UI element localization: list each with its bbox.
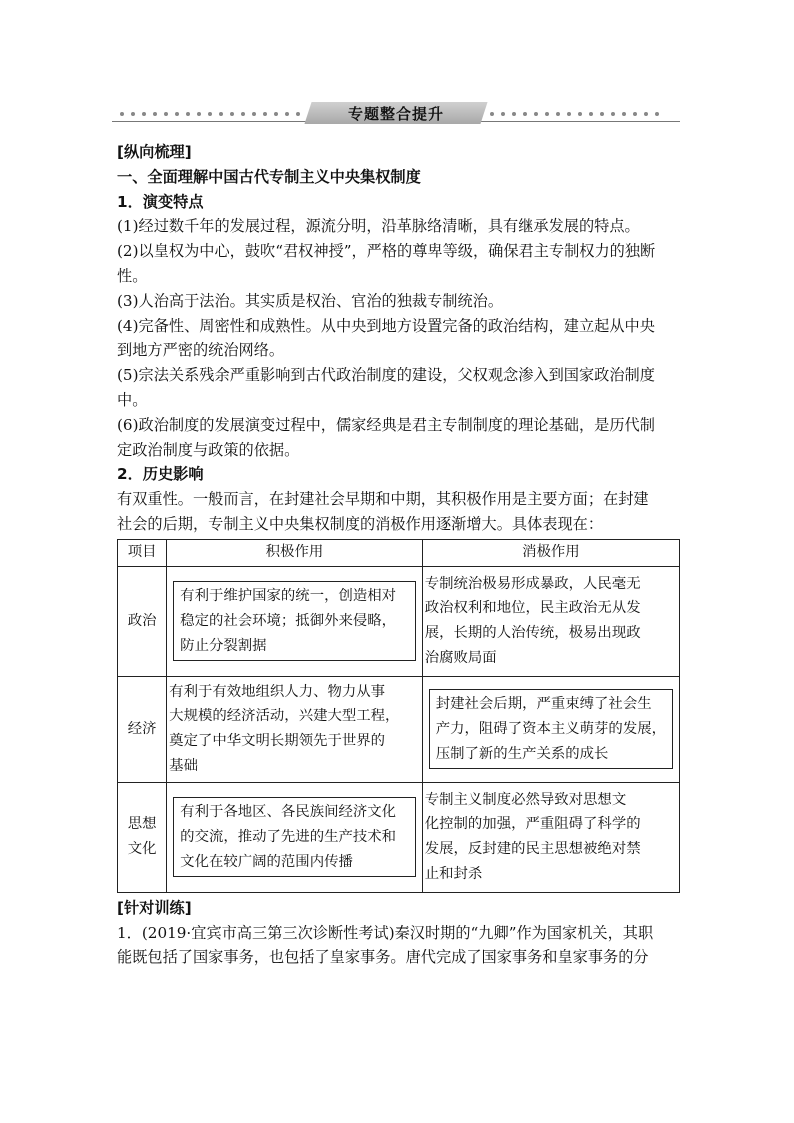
paragraph-5a: (5)宗法关系残余严重影响到古代政治制度的建设，父权观念渗入到国家政治制度 <box>117 366 655 385</box>
negative-cell <box>422 566 679 676</box>
row-label <box>118 782 167 892</box>
header-dots-left <box>120 112 310 116</box>
row-label-text: 经济 <box>127 720 157 737</box>
paragraph-6b: 定政治制度与政策的依据。 <box>117 440 300 459</box>
header-dots-right <box>490 112 670 116</box>
cell-line: 专制主义制度必然导致对思想文 <box>424 791 627 808</box>
paragraph-5b: 中。 <box>117 390 148 409</box>
cell-line: 展，长期的人治传统，极易出现政 <box>424 625 641 642</box>
impact-table <box>117 539 680 893</box>
table-header-positive: 积极作用 <box>167 539 423 566</box>
negative-cell <box>422 676 679 782</box>
cell-line: 治腐败局面 <box>424 650 497 667</box>
negative-cell <box>422 782 679 892</box>
question-1a: 1．(2019·宜宾市高三第三次诊断性考试)秦汉时期的“九卿”作为国家机关，其职 <box>117 923 654 942</box>
cell-line: 有利于有效地组织人力、物力从事 <box>169 683 386 700</box>
cell-line: 政治权利和地位，民主政治无从发 <box>424 600 641 617</box>
table-row-economy <box>118 676 680 782</box>
row-label-text: 思想 <box>127 816 157 833</box>
header-title: 专题整合提升 <box>347 105 444 123</box>
cell-line: 稳定的社会环境；抵御外来侵略， <box>180 612 397 629</box>
cell-line: 大规模的经济活动，兴建大型工程， <box>169 708 400 725</box>
positive-cell <box>167 676 423 782</box>
question-1b: 能既包括了国家事务，也包括了皇家事务。唐代完成了国家事务和皇家事务的分 <box>117 948 649 967</box>
positive-box <box>173 581 416 661</box>
paragraph-7b: 社会的后期，专制主义中央集权制度的消极作用逐渐增大。具体表现在： <box>117 514 603 533</box>
paragraph-2b: 性。 <box>117 266 148 285</box>
positive-cell <box>167 566 423 676</box>
row-label-text: 文化 <box>127 841 157 858</box>
cell-line: 封建社会后期，严重束缚了社会生 <box>435 696 652 713</box>
cell-line: 文化在较广阔的范围内传播 <box>180 853 353 870</box>
paragraph-6a: (6)政治制度的发展演变过程中，儒家经典是君主专制制度的理论基础，是历代制 <box>117 415 655 434</box>
cell-line: 发展，反封建的民主思想被绝对禁 <box>424 841 641 858</box>
paragraph-7a: 有双重性。一般而言，在封建社会早期和中期，其积极作用是主要方面；在封建 <box>117 490 649 509</box>
cell-line: 的交流，推动了先进的生产技术和 <box>180 828 397 845</box>
cell-line: 止和封杀 <box>424 866 483 883</box>
cell-line: 压制了新的生产关系的成长 <box>435 745 609 762</box>
cell-line: 有利于维护国家的统一，创造相对 <box>180 588 397 605</box>
table-header-negative: 消极作用 <box>422 539 679 566</box>
cell-line: 化控制的加强，严重阻碍了科学的 <box>424 816 641 833</box>
cell-line: 基础 <box>169 758 198 775</box>
paragraph-3: (3)人治高于法治。其实质是权治、官治的独裁专制统治。 <box>117 291 504 310</box>
paragraph-2a: (2)以皇权为中心，鼓吹“君权神授”，严格的尊卑等级，确保君主专制权力的独断 <box>117 242 656 261</box>
row-label <box>118 566 167 676</box>
cell-line: 专制统治极易形成暴政，人民毫无 <box>424 575 641 592</box>
subheading-evolution: 1．演变特点 <box>117 192 204 211</box>
section-header <box>112 100 680 128</box>
paragraph-1: (1)经过数千年的发展过程，源流分明，沿革脉络清晰，具有继承发展的特点。 <box>117 217 640 236</box>
section-title: 一、全面理解中国古代专制主义中央集权制度 <box>117 167 421 186</box>
cell-line: 奠定了中华文明长期领先于世界的 <box>169 733 386 750</box>
table-header-item: 项目 <box>118 539 167 566</box>
section-heading-practice: [针对训练] <box>117 898 192 917</box>
table-header-row <box>118 539 680 566</box>
row-label-text: 政治 <box>127 612 157 629</box>
cell-line: 防止分裂割据 <box>180 637 267 654</box>
table-row-culture <box>118 782 680 892</box>
row-label <box>118 676 167 782</box>
cell-line: 产力，阻碍了资本主义萌芽的发展， <box>435 720 666 737</box>
subheading-impact: 2．历史影响 <box>117 465 204 484</box>
paragraph-4b: 到地方严密的统治网络。 <box>117 341 285 360</box>
table-row-politics <box>118 566 680 676</box>
section-heading-review: [纵向梳理] <box>117 143 192 161</box>
cell-line: 有利于各地区、各民族间经济文化 <box>180 804 397 821</box>
document-body <box>117 140 682 970</box>
paragraph-4a: (4)完备性、周密性和成熟性。从中央到地方设置完备的政治结构，建立起从中央 <box>117 316 655 335</box>
positive-box <box>173 797 416 877</box>
negative-box <box>429 689 673 769</box>
positive-cell <box>167 782 423 892</box>
